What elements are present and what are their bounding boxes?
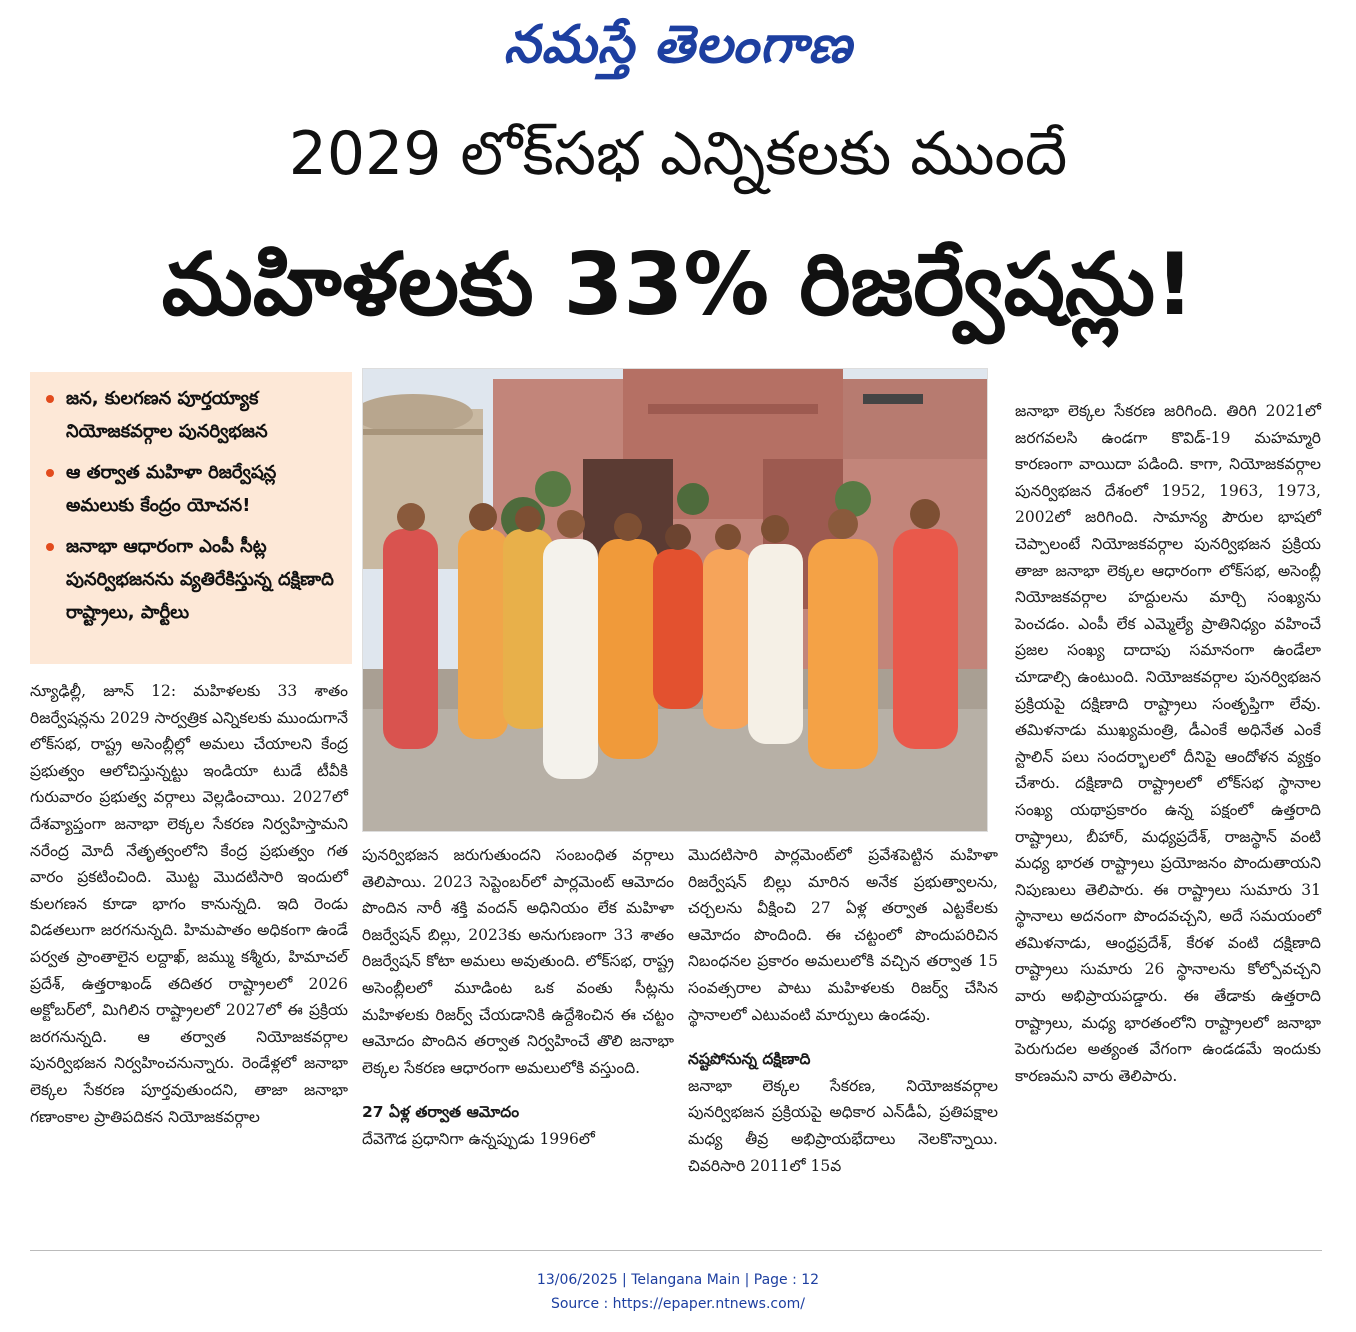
subheading: 27 ఏళ్ల తర్వాత ఆమోదం (362, 1103, 520, 1122)
photo-illustration (363, 369, 987, 831)
article-column-1 (30, 678, 348, 1130)
highlights-box (30, 372, 352, 664)
highlight-item (44, 530, 340, 629)
paragraph: జనాభా లెక్కల సేకరణ, నియోజకవర్గాల పునర్విభజన ప్రక్రియపై అధికార ఎన్‌డీఏ, ప్రతిపక్షాల మధ్య తీవ్ర అభిప్రాయభేదాలు నెలకొన్నాయి. చివరిసారి 2011లో 15వ (688, 1076, 998, 1175)
article-column-2 (362, 842, 674, 1153)
bullet-icon (46, 395, 54, 403)
bullet-icon (46, 469, 54, 477)
footer (0, 1268, 1356, 1316)
paragraph: మొదటిసారి పార్లమెంట్‌లో ప్రవేశపెట్టిన మహిళా రిజర్వేషన్ బిల్లు మారిన అనేక ప్రభుత్వాలను, చర్చలను వీక్షించి 27 ఏళ్ల తర్వాత ఎట్టకేలకు ఆమోదం పొందింది. ఈ చట్టంలో పొందుపరిచిన నిబంధనల ప్రకారం అమలులోకి వచ్చిన తర్వాత 15 సంవత్సరాల పాటు మహిళలకు రిజర్వ్ చేసిన స్థానాలలో ఎటువంటి మార్పులు ఉండవు. (688, 846, 998, 1024)
footer-date-page: 13/06/2025 | Telangana Main | Page : 12 (536, 1272, 820, 1288)
highlight-text: ఆ తర్వాత మహిళా రిజర్వేషన్ల అమలుకు కేంద్రం యోచన! (66, 462, 277, 516)
bullet-icon (46, 543, 54, 551)
newspaper-masthead: నమస్తే తెలంగాణ (503, 15, 853, 75)
article-column-4 (1015, 398, 1321, 1089)
news-photo (362, 368, 988, 832)
highlight-text: జనాభా ఆధారంగా ఎంపీ సీట్ల పునర్విభజనను వ్యతిరేకిస్తున్న దక్షిణాది రాష్ట్రాలు, పార్టీలు (66, 536, 334, 623)
headline-line-2: మహిళలకు 33% రిజర్వేషన్లు! (161, 235, 1195, 335)
paragraph: పునర్విభజన జరుగుతుందని సంబంధిత వర్గాలు తెలిపాయి. 2023 సెప్టెంబర్‌లో పార్లమెంట్ ఆమోదం పొందిన నారీ శక్తి వందన్ అధినియం లేక మహిళా రిజర్వేషన్ బిల్లు, 2023కు అనుగుణంగా 33 శాతం రిజర్వేషన్ కోటా అమలు అవుతుంది. లోక్‌సభ, రాష్ట్ర అసెంబ్లీలలో మూడింట ఒక వంతు సీట్లను మహిళలకు రిజర్వ్ చేయడానికి ఉద్దేశించిన ఈ చట్టం ఆమోదం పొందిన తర్వాత నిర్వహించే తొలి జనాభా లెక్కల సేకరణ ఆధారంగా అమలులోకి వస్తుంది. (362, 846, 674, 1077)
paragraph: దేవెగౌడ ప్రధానిగా ఉన్నప్పుడు 1996లో (362, 1129, 595, 1148)
article-column-3 (688, 842, 998, 1179)
highlight-text: జన, కులగణన పూర్తయ్యాక నియోజకవర్గాల పునర్విభజన (66, 388, 268, 442)
headline-line-1: 2029 లోక్‌సభ ఎన్నికలకు ముందే (288, 119, 1068, 189)
footer-divider (30, 1250, 1322, 1251)
footer-source-link[interactable]: Source : https://epaper.ntnews.com/ (550, 1296, 806, 1312)
subheading: నష్టపోనున్న దక్షిణాది (688, 1050, 811, 1069)
paragraph: న్యూఢిల్లీ, జూన్ 12: మహిళలకు 33 శాతం రిజర్వేషన్లను 2029 సార్వత్రిక ఎన్నికలకు ముందుగానే లోక్‌సభ, రాష్ట్ర అసెంబ్లీల్లో అమలు చేయాలని కేంద్ర ప్రభుత్వం ఆలోచిస్తున్నట్టు ఇండియా టుడే టీవీకి గురువారం ప్రభుత్వ వర్గాలు వెల్లడించాయి. 2027లో దేశవ్యాప్తంగా జనాభా లెక్కల సేకరణ నిర్వహిస్తామని నరేంద్ర మోదీ నేతృత్వంలోని కేంద్ర ప్రభుత్వం గత వారం ప్రకటించింది. మొట్ట మొదటిసారి ఇందులో కులగణన కూడా భాగం కానున్నది. ఇది రెండు విడతలుగా జరగనున్నది. హిమపాతం అధికంగా ఉండే పర్వత ప్రాంతాలైన లద్దాఖ్, జమ్ము కశ్మీరు, హిమాచల్ ప్రదేశ్, ఉత్తరాఖండ్ తదితర రాష్ట్రాలలో 2026 అక్టోబర్‌లో, మిగిలిన రాష్ట్రాలలో 2027లో ఈ ప్రక్రియ జరగనున్నది. ఆ తర్వాత నియోజకవర్గాల పునర్విభజన నిర్వహించనున్నారు. రెండేళ్లలో జనాభా లెక్కల సేకరణ పూర్తవుతుందని, తాజా జనాభా గణాంకాల ప్రాతిపదికన నియోజకవర్గాల (30, 682, 348, 1126)
paragraph: జనాభా లెక్కల సేకరణ జరిగింది. తిరిగి 2021లో జరగవలసి ఉండగా కొవిడ్-19 మహమ్మారి కారణంగా వాయిదా పడింది. కాగా, నియోజకవర్గాల పునర్విభజన దేశంలో 1952, 1963, 1973, 2002లో జరిగింది. సామాన్య పౌరుల భాషలో చెప్పాలంటే నియోజకవర్గాల పునర్విభజన ప్రక్రియ తాజా జనాభా లెక్కల ఆధారంగా లోక్‌సభ, అసెంబ్లీ నియోజకవర్గాల హద్దులను మార్చి సంఖ్యను పెంచడం. ఎంపీ లేక ఎమ్మెల్యే ప్రాతినిధ్యం వహించే ప్రజల సంఖ్య దాదాపు సమానంగా ఉండేలా చూడాల్సి ఉంటుంది. నియోజకవర్గాల పునర్విభజన ప్రక్రియపై దక్షిణాది రాష్ట్రాలు సంతృప్తిగా లేవు. తమిళనాడు ముఖ్యమంత్రి, డీఎంకే అధినేత ఎంకే స్టాలిన్ పలు సందర్భాలలో దీనిపై ఆందోళన వ్యక్తం చేశారు. దక్షిణాది రాష్ట్రాలలో లోక్‌సభ స్థానాల సంఖ్య యథాప్రకారం ఉన్న పక్షంలో ఉత్తరాది రాష్ట్రాలు, బీహార్, మధ్యప్రదేశ్, రాజస్థాన్ వంటి మధ్య భారత రాష్ట్రాలు ప్రయోజనం పొందుతాయని నిపుణులు తెలిపారు. ఈ రాష్ట్రాలు సుమారు 31 స్థానాలు అదనంగా పొందవచ్చని, అదే సమయంలో తమిళనాడు, ఆంధ్రప్రదేశ్, కేరళ వంటి దక్షిణాది రాష్ట్రాలు సుమారు 26 స్థానాలను కోల్పోవచ్చని వారు అభిప్రాయపడ్డారు. ఈ తేడాకు ఉత్తరాది రాష్ట్రాలు, మధ్య భారతంలోని రాష్ట్రాలలో జనాభా పెరుగుదల అత్యంత వేగంగా ఉండడమే ఇందుకు కారణమని వారు తెలిపారు. (1015, 402, 1321, 1085)
highlight-item (44, 382, 340, 448)
highlight-item (44, 456, 340, 522)
